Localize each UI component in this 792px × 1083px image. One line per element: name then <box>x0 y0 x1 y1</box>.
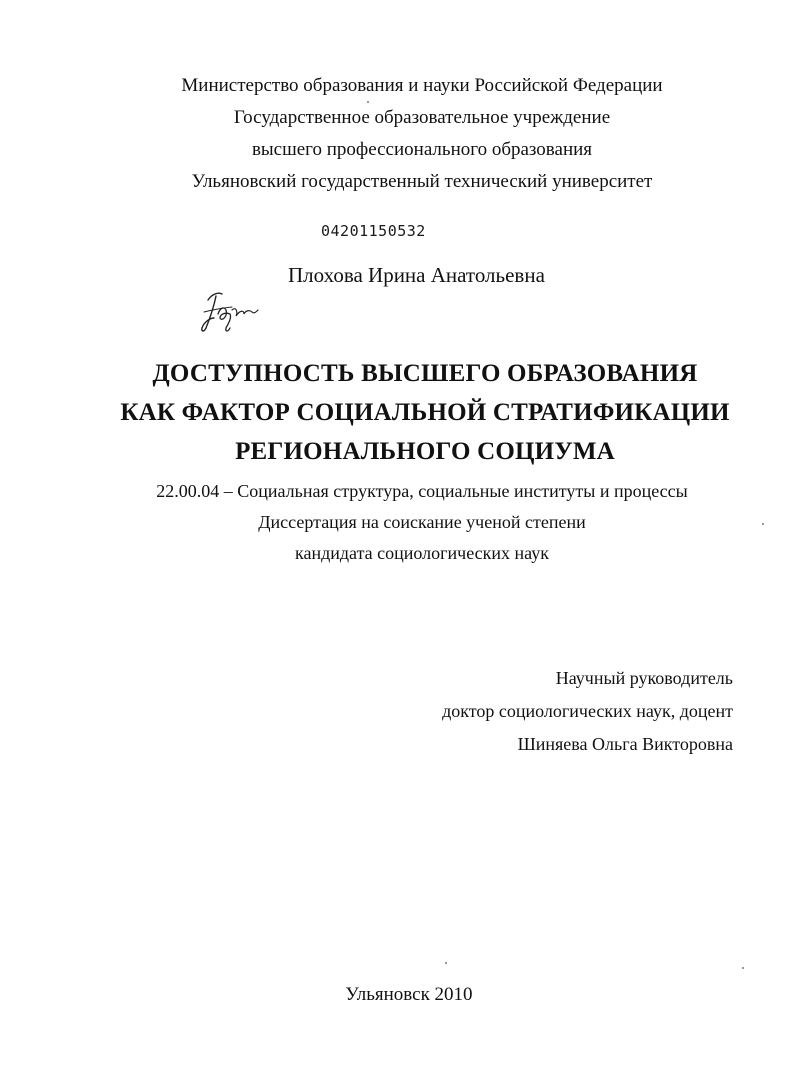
specialty-code: 22.00.04 – Социальная структура, социальные институты и процессы <box>156 481 688 501</box>
degree-line-2: кандидата социологических наук <box>295 543 549 563</box>
scan-speck <box>367 101 369 103</box>
scan-speck <box>742 967 744 969</box>
institution-level: высшего профессионального образования <box>251 139 593 160</box>
institution-type: Государственное образовательное учреждение <box>233 107 611 128</box>
author-name: Плохова Ирина Анатольевна <box>288 263 545 287</box>
scan-speck <box>762 523 764 525</box>
city-year: Ульяновск 2010 <box>345 984 473 1005</box>
scan-speck <box>445 962 447 964</box>
supervisor-name: Шиняева Ольга Викторовна <box>517 734 733 754</box>
signature-icon <box>198 288 262 336</box>
thesis-title-line-2: КАК ФАКТОР СОЦИАЛЬНОЙ СТРАТИФИКАЦИИ <box>120 399 730 426</box>
institution-ministry: Министерство образования и науки Российской Федерации <box>181 75 663 96</box>
catalog-number: 04201150532 <box>321 222 426 240</box>
thesis-title-line-1: ДОСТУПНОСТЬ ВЫСШЕГО ОБРАЗОВАНИЯ <box>152 360 698 387</box>
supervisor-label: Научный руководитель <box>555 668 733 688</box>
thesis-title-line-3: РЕГИОНАЛЬНОГО СОЦИУМА <box>235 438 615 465</box>
supervisor-rank: доктор социологических наук, доцент <box>442 701 733 721</box>
institution-university: Ульяновский государственный технический университет <box>191 171 653 192</box>
degree-line-1: Диссертация на соискание ученой степени <box>258 512 586 532</box>
